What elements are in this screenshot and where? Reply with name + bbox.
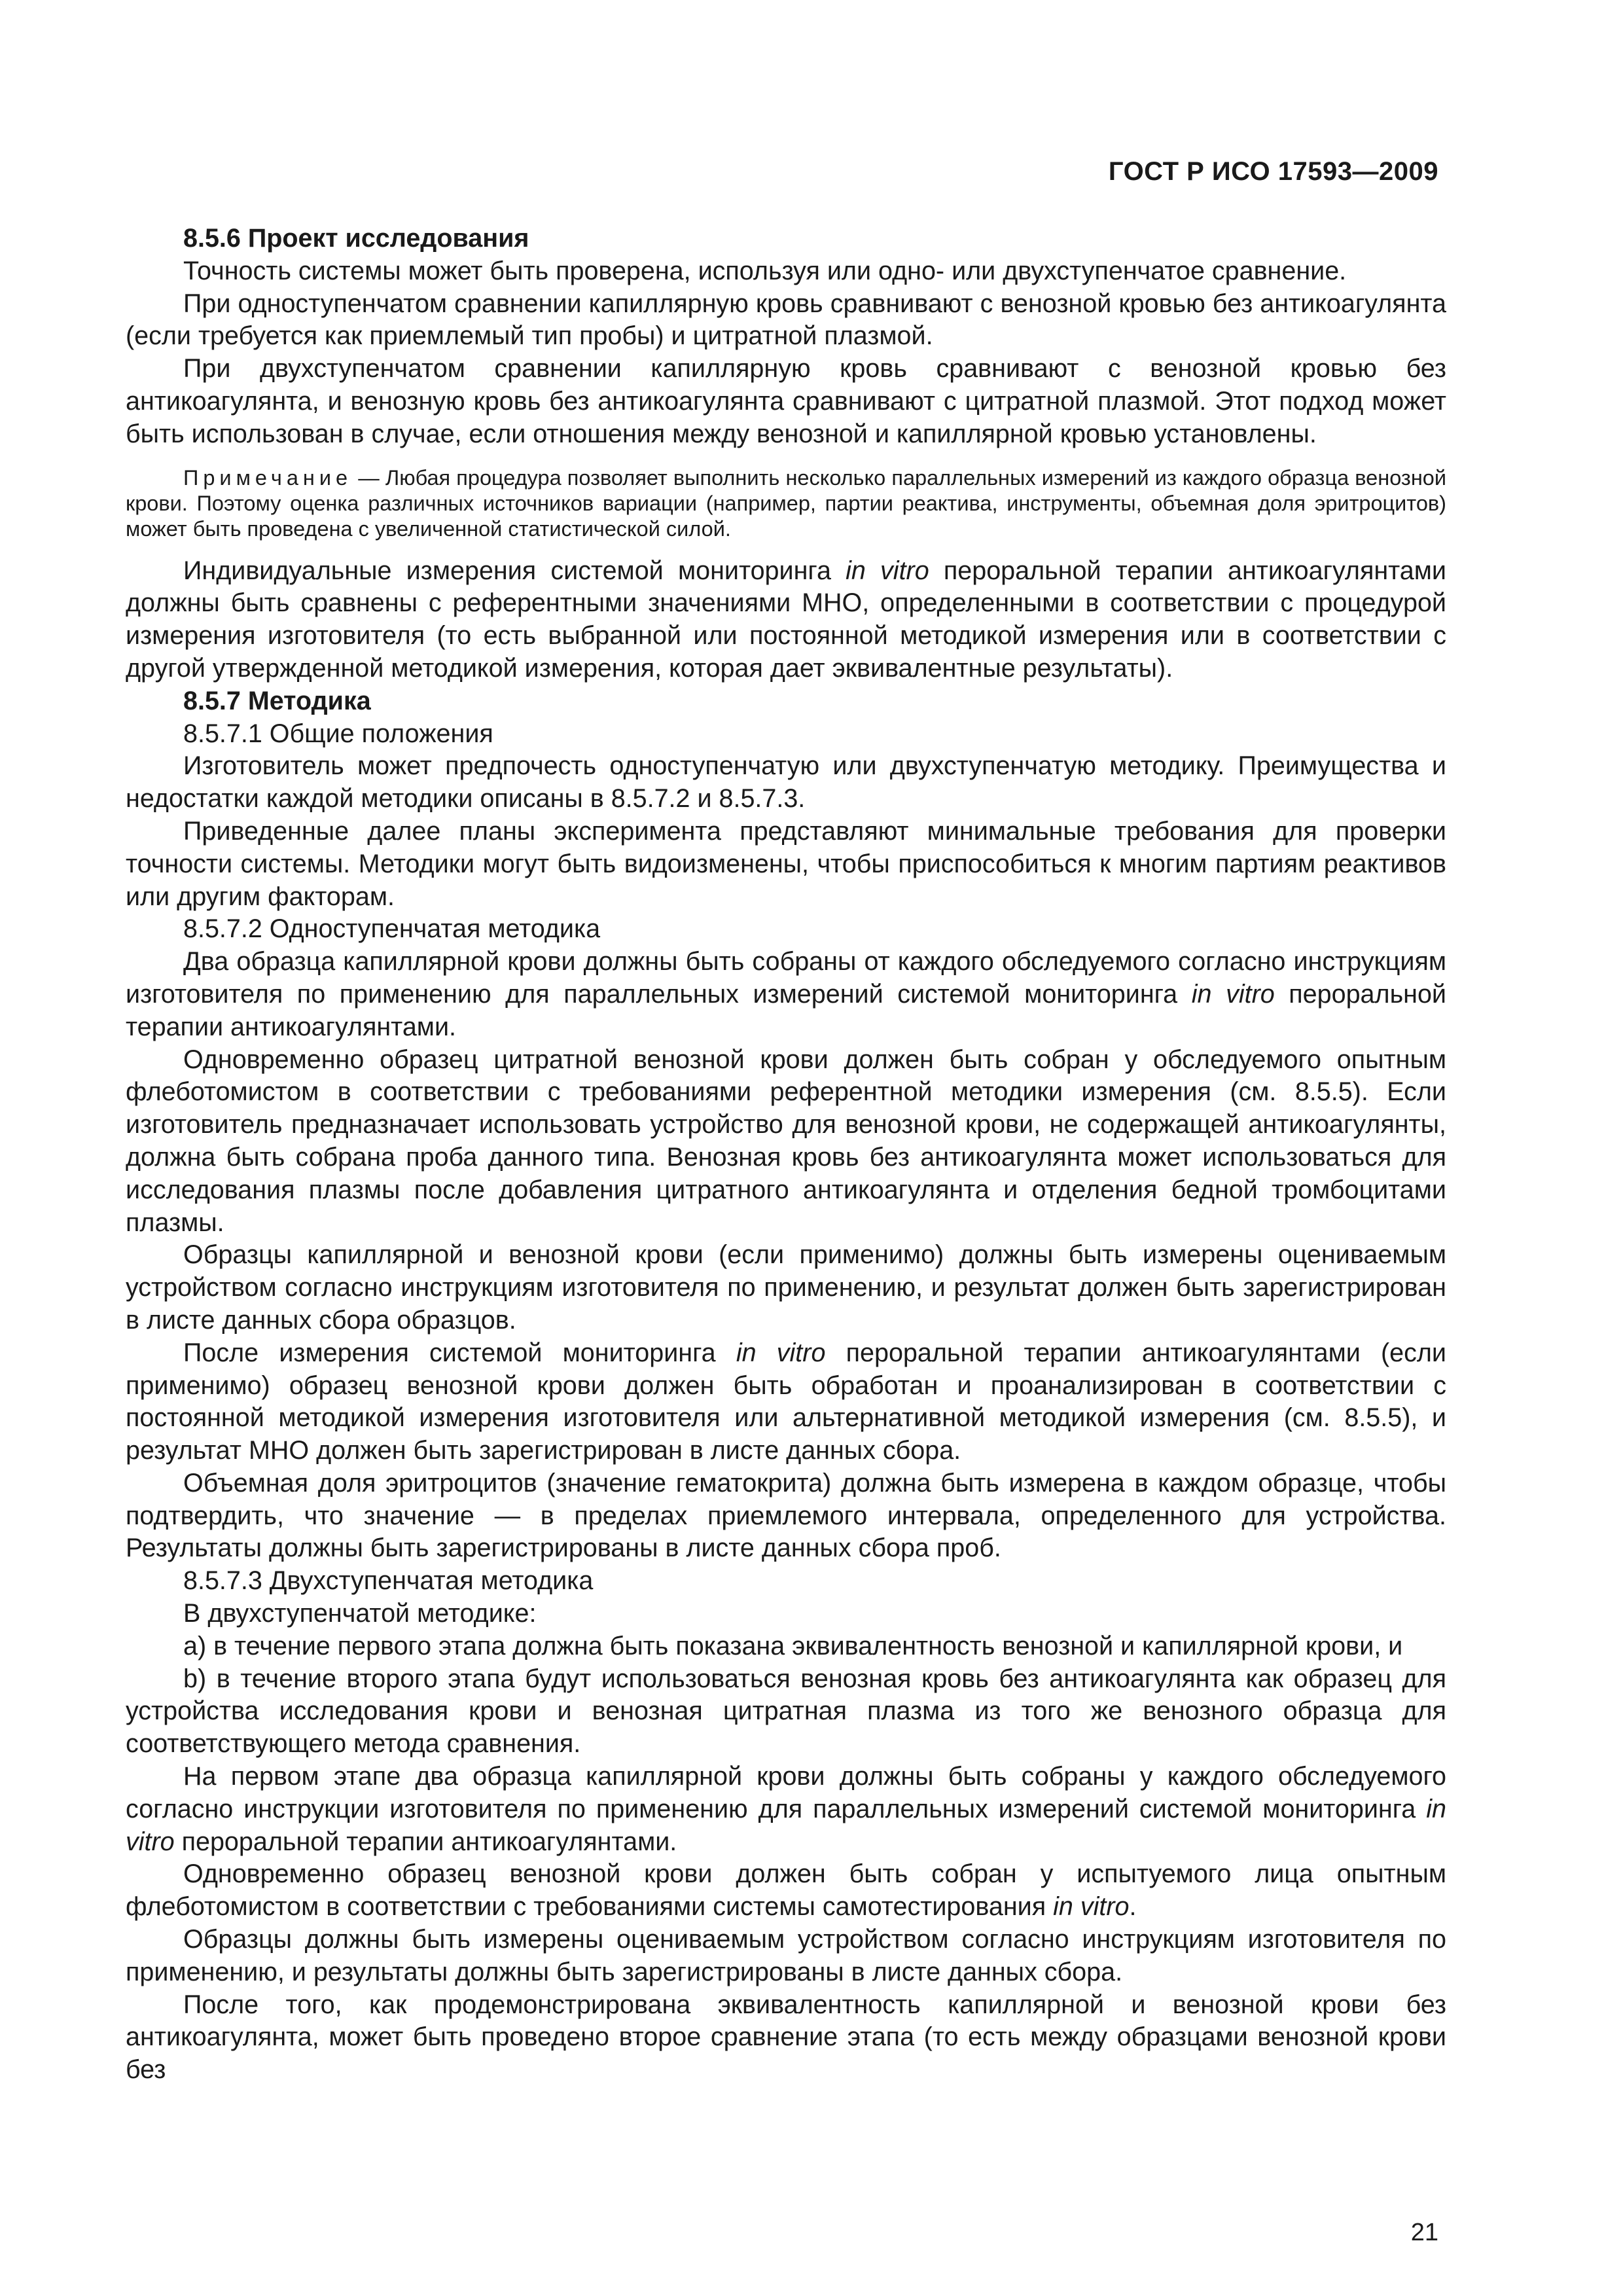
body-paragraph: Приведенные далее планы эксперимента представляют минимальные требования для проверки точности системы. Методики могут быть видоизменены, чтобы приспособиться к многим партиям реактивов или другим факторам. [126,816,1446,911]
body-paragraph: В двухступенчатой методике: [183,1599,537,1628]
page-number: 21 [1410,2219,1438,2246]
body-paragraph: После того, как продемонстрирована эквивалентность капиллярной и венозной крови без антикоагулянта, может быть проведено второе сравнение этапа (то есть между образцами венозной крови без [126,1990,1446,2085]
body-paragraph: Объемная доля эритроцитов (значение гематокрита) должна быть измерена в каждом образце, чтобы подтвердить, что значение — в пределах приемлемого интервала, определенного для устройства. Результаты должны быть зарегистрированы в листе данных сбора проб. [126,1468,1446,1563]
body-paragraph: Индивидуальные измерения системой мониторинга in vitro пероральной терапии антикоагулянтами должны быть сравнены с референтными значениями МНО, определенными в соответствии с процедурой измерения изготовителя (то есть выбранной или постоянной методикой измерения или в соответствии с другой утвержденной методикой измерения, которая дает эквивалентные результаты). [126,556,1446,683]
body-paragraph: При двухступенчатом сравнении капиллярную кровь сравнивают с венозной кровью без антикоагулянта, и венозную кровь без антикоагулянта сравнивают с цитратной плазмой. Этот подход может быть использован в случае, если отношения между венозной и капиллярной кровью установлены. [126,354,1446,448]
section-heading: 8.5.7 Методика [183,686,371,715]
body-paragraph: После измерения системой мониторинга in vitro пероральной терапии антикоагулянтами (если применимо) образец венозной крови должен быть обработан и проанализирован в соответствии с постоянной методикой измерения изготовителя или альтернативной методикой измерения (см. 8.5.5), и результат МНО должен быть зарегистрирован в листе данных сбора. [126,1338,1446,1465]
body-paragraph: При одноступенчатом сравнении капиллярную кровь сравнивают с венозной кровью без антикоагулянта (если требуется как приемлемый тип пробы) и цитратной плазмой. [126,289,1446,351]
body-paragraph: Два образца капиллярной крови должны быть собраны от каждого обследуемого согласно инструкциям изготовителя по применению для параллельных измерений системой мониторинга in vitro пероральной терапии антикоагулянтами. [126,947,1446,1041]
body-paragraph: Образцы капиллярной и венозной крови (если применимо) должны быть измерены оцениваемым устройством согласно инструкциям изготовителя по применению, и результат должен быть зарегистрирован в листе данных сбора образцов. [126,1240,1446,1335]
document-code-header: ГОСТ Р ИСО 17593—2009 [1108,157,1438,186]
body-paragraph: Одновременно образец цитратной венозной крови должен быть собран у обследуемого опытным флеботомистом в соответствии с требованиями референтной методики измерения (см. 8.5.5). Если изготовитель предназначает использовать устройство для венозной крови, не содержащей антикоагулянты, должна быть собрана проба данного типа. Венозная кровь без антикоагулянта может использоваться для исследования плазмы после добавления цитратного антикоагулянта и отделения бедной тромбоцитами плазмы. [126,1045,1446,1237]
document-body [126,223,1446,2087]
body-paragraph: Образцы должны быть измерены оцениваемым устройством согласно инструкциям изготовителя по применению, и результаты должны быть зарегистрированы в листе данных сбора. [126,1925,1446,1986]
note-label: Примечание [183,465,353,490]
body-paragraph: На первом этапе два образца капиллярной крови должны быть собраны у каждого обследуемого согласно инструкции изготовителя по применению для параллельных измерений системой мониторинга in vitro пероральной терапии антикоагулянтами. [126,1762,1446,1856]
body-paragraph: 8.5.7.2 Одноступенчатая методика [183,914,601,944]
body-paragraph: a) в течение первого этапа должна быть показана эквивалентность венозной и капиллярной крови, и [183,1631,1403,1660]
body-paragraph: Изготовитель может предпочесть одноступенчатую или двухступенчатую методику. Преимущества и недостатки каждой методики описаны в 8.5.7.2 и 8.5.7.3. [126,751,1446,814]
body-paragraph: 8.5.7.3 Двухступенчатая методика [183,1566,594,1596]
body-paragraph: Точность системы может быть проверена, используя или одно- или двухступенчатое сравнение. [183,256,1347,285]
body-paragraph: Одновременно образец венозной крови должен быть собран у испытуемого лица опытным флеботомистом в соответствии с требованиями системы самотестирования in vitro. [126,1859,1446,1922]
body-paragraph: 8.5.7.1 Общие положения [183,719,493,748]
note-paragraph: Примечание — Любая процедура позволяет выполнить несколько параллельных измерений из каждого образца венозной крови. Поэтому оценка различных источников вариации (например, партии реактива, инструменты, объемная доля эритроцитов) может быть проведена с увеличенной статистической силой. [126,465,1446,541]
section-heading: 8.5.6 Проект исследования [183,224,529,253]
body-paragraph: b) в течение второго этапа будут использоваться венозная кровь без антикоагулянта как образец для устройства исследования крови и венозная цитратная плазма из того же венозного образца для соответствующего метода сравнения. [126,1664,1446,1759]
